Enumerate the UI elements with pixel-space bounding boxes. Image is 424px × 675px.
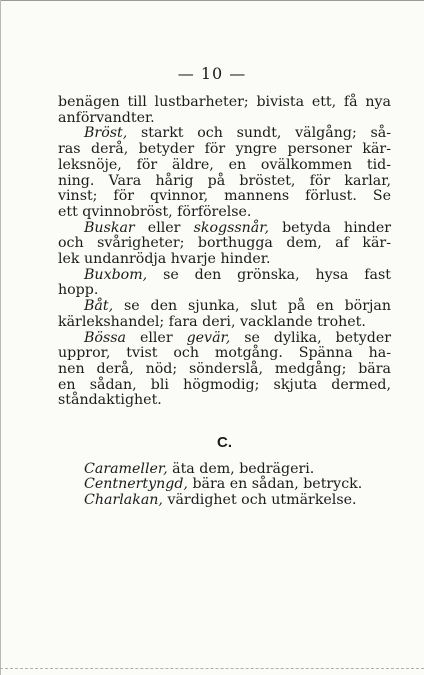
entry-text: se dylika, betyder bbox=[230, 329, 392, 346]
text-line: ning. Vara hårig på bröstet, för karlar, bbox=[58, 172, 391, 189]
entry-bat bbox=[58, 299, 391, 330]
entry-bossa bbox=[58, 331, 391, 410]
entry-buxbom bbox=[58, 268, 391, 299]
entry-text: starkt och sundt, välgång; så- bbox=[127, 125, 391, 142]
entry-term: Bröst, bbox=[84, 125, 128, 142]
entry-buskar bbox=[58, 221, 391, 268]
text-line: ras derå, betyder för yngre personer kär- bbox=[58, 141, 391, 158]
text-line: och svårigheter; borthugga dem, af kär- bbox=[58, 235, 391, 252]
text-line: leksnöje, för äldre, en ovälkommen tid- bbox=[58, 156, 391, 173]
text-line: ett qvinnobröst, förförelse. bbox=[58, 203, 252, 220]
page-bottom-edge bbox=[0, 667, 424, 669]
text-line: hopp. bbox=[58, 282, 99, 299]
entry-term-alt: skogssnår, bbox=[193, 219, 269, 236]
text-line bbox=[58, 221, 391, 237]
page-top-edge bbox=[0, 0, 424, 9]
entry-text: värdighet och utmärkelse. bbox=[162, 492, 357, 509]
page-body bbox=[58, 95, 391, 509]
text-line bbox=[58, 299, 391, 315]
entry-charlakan bbox=[58, 493, 391, 509]
entry-text: se den grönska, hysa fast bbox=[147, 266, 391, 283]
text-line bbox=[58, 477, 391, 493]
page-number: — 10 — bbox=[177, 64, 247, 83]
text-line bbox=[58, 331, 391, 347]
entry-text: äta dem, bedrägeri. bbox=[167, 460, 315, 477]
text-line: lek undanrödja hvarje hinder. bbox=[58, 251, 271, 268]
entry-continuation bbox=[58, 95, 391, 126]
entry-term-alt: gevär, bbox=[186, 329, 231, 346]
page-left-edge bbox=[0, 0, 3, 675]
text-line: anförvandter. bbox=[58, 109, 155, 126]
text-line bbox=[58, 493, 391, 509]
entry-text: eller bbox=[126, 329, 187, 346]
text-line: ståndaktighet. bbox=[58, 392, 162, 409]
entry-brost bbox=[58, 126, 391, 220]
text-line: en sådan, bli högmodig; skjuta dermed, bbox=[58, 376, 391, 393]
entry-term: Buskar bbox=[84, 219, 135, 236]
entry-text: eller bbox=[134, 219, 194, 236]
text-line: uppror, tvist och motgång. Spänna ha- bbox=[58, 345, 391, 362]
entry-text: se den sjunka, slut på en början bbox=[113, 298, 391, 315]
text-line bbox=[58, 268, 391, 284]
entry-term: Båt, bbox=[84, 298, 114, 315]
entry-text: betyda hinder bbox=[268, 219, 392, 236]
entry-term: Charlakan, bbox=[84, 492, 163, 509]
entry-term: Bössa bbox=[84, 329, 126, 346]
text-line: vinst; för qvinnor, mannens förlust. Se bbox=[58, 188, 391, 205]
text-line: benägen till lustbarheter; bivista ett, få nya bbox=[58, 94, 391, 110]
entry-term: Caramеller, bbox=[84, 460, 168, 477]
text-line: kärlekshandel; fara deri, vacklande trohet. bbox=[58, 313, 366, 330]
text-line: nen derå, nöd; sönderslå, medgång; bära bbox=[58, 360, 391, 377]
entry-centnertyngd bbox=[58, 477, 391, 493]
section-heading: C. bbox=[217, 434, 232, 452]
entry-term: Buxbom, bbox=[84, 266, 148, 283]
text-line bbox=[58, 126, 391, 142]
entry-text: bära en sådan, betryck. bbox=[187, 476, 363, 493]
entry-term: Centnertyngd, bbox=[84, 476, 188, 493]
